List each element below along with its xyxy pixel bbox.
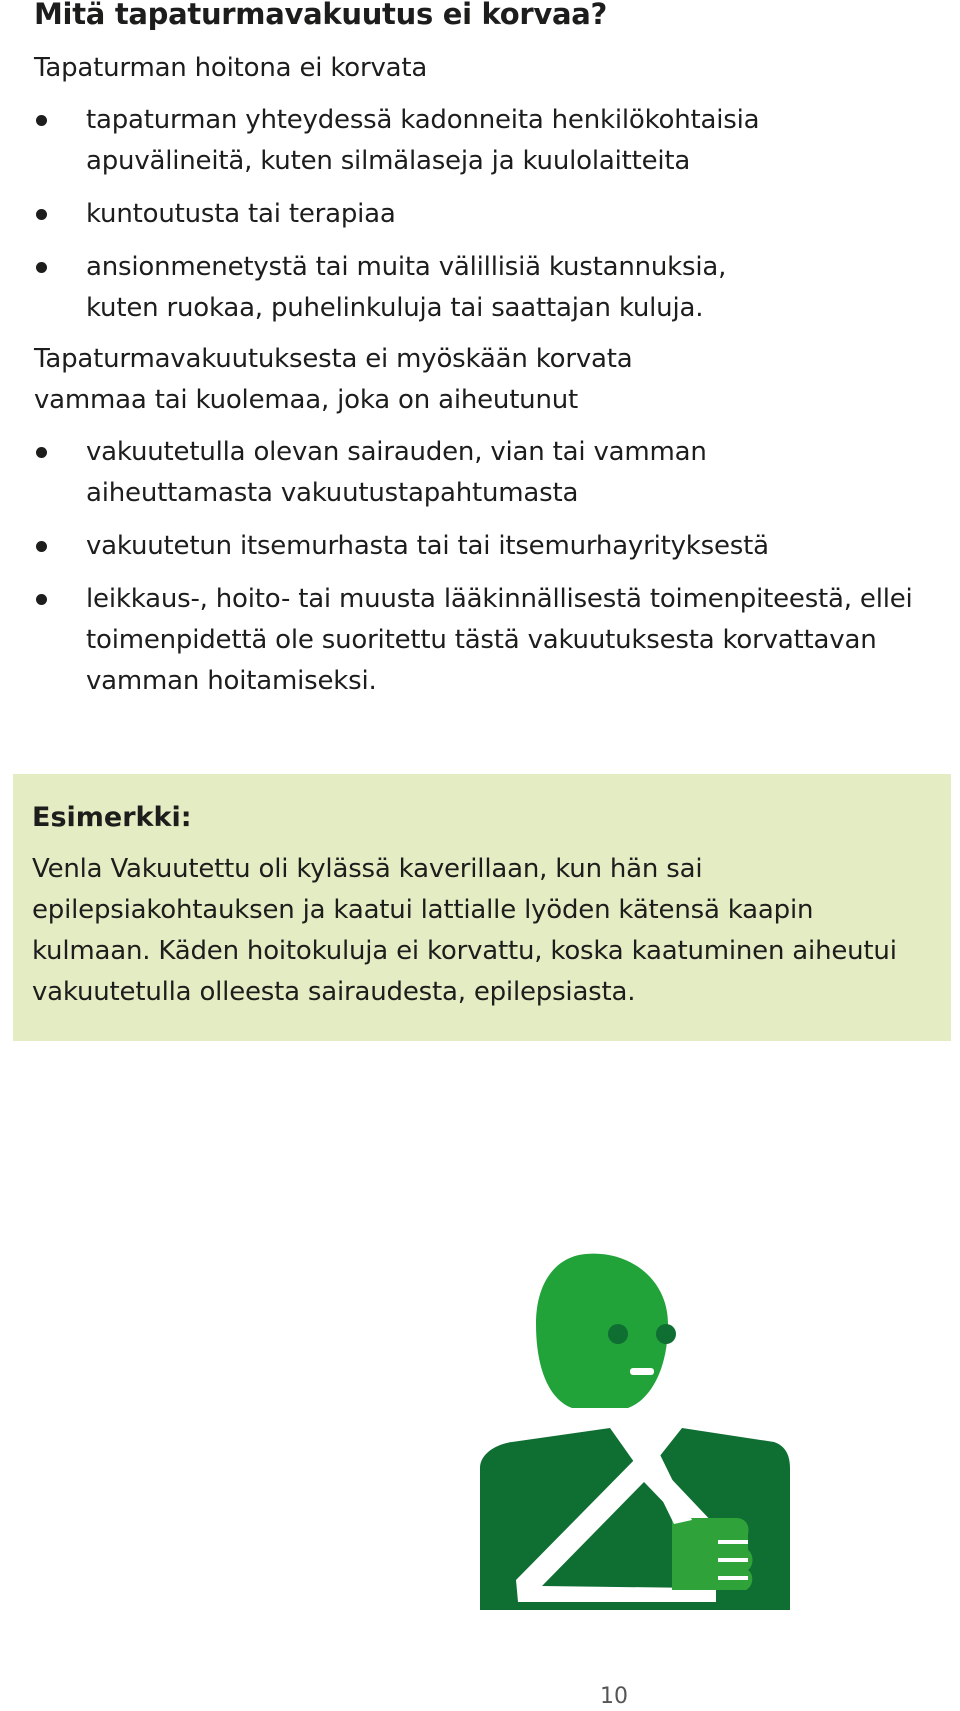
list-item [34, 432, 786, 514]
list-item-text: vakuutetun itsemurhasta tai tai itsemurhayrityksestä [86, 531, 769, 561]
section1-intro: Tapaturman hoitona ei korvata [34, 53, 428, 83]
list-item-text: tapaturman yhteydessä kadonneita henkilökohtaisia apuvälineitä, kuten silmälaseja ja kuulolaitteita [86, 105, 760, 176]
bullet-icon [36, 209, 47, 220]
list-item-text: leikkaus-, hoito- tai muusta lääkinnällisestä toimenpiteestä, ellei toimenpidettä ole suoritettu tästä vakuutuksesta korvattavan vamman hoitamiseksi. [86, 584, 913, 696]
right-eye-icon [656, 1324, 676, 1344]
page-title: Mitä tapaturmavakuutus ei korvaa? [34, 0, 608, 31]
left-eye-icon [608, 1324, 628, 1344]
list-item [34, 526, 934, 567]
example-text: Venla Vakuutettu oli kylässä kaverillaan, kun hän sai epilepsiakohtauksen ja kaatui lattialle lyöden kätensä kaapin kulmaan. Käden hoitokuluja ei korvattu, koska kaatuminen aiheutui vakuutetulla olleesta sairaudesta, epilepsiasta. [32, 854, 897, 1007]
list-item-text: kuntoutusta tai terapiaa [86, 199, 396, 229]
bullet-icon [36, 594, 47, 605]
list-item [34, 194, 794, 235]
section2-list [34, 432, 934, 714]
list-item [34, 579, 960, 702]
head-shape [536, 1254, 668, 1408]
list-item [34, 247, 794, 329]
bullet-icon [36, 115, 47, 126]
example-heading: Esimerkki: [32, 802, 192, 833]
example-box [13, 774, 951, 1041]
person-with-arm-sling-icon [468, 1250, 828, 1620]
page-number: 10 [600, 1684, 628, 1709]
section2-intro: Tapaturmavakuutuksesta ei myöskään korvata vammaa tai kuolemaa, joka on aiheutunut [34, 344, 633, 415]
bullet-icon [36, 541, 47, 552]
finger-line [718, 1576, 748, 1580]
finger-line [718, 1540, 748, 1544]
finger-line [718, 1558, 748, 1562]
bullet-icon [36, 447, 47, 458]
mouth-icon [630, 1368, 654, 1375]
list-item-text: ansionmenetystä tai muita välillisiä kustannuksia, kuten ruokaa, puhelinkuluja tai saattajan kuluja. [86, 252, 727, 323]
section1-list [34, 100, 794, 341]
list-item [34, 100, 794, 182]
list-item-text: vakuutetulla olevan sairauden, vian tai vamman aiheuttamasta vakuutustapahtumasta [86, 437, 707, 508]
bullet-icon [36, 262, 47, 273]
